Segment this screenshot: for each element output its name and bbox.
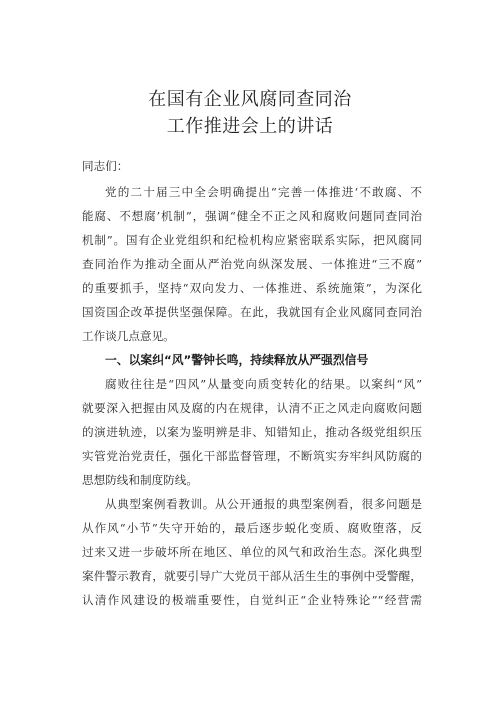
paragraph-line: 案件警示教育，就要引导广大党员干部从活生生的事例中受警醒，: [82, 569, 422, 583]
paragraph-line: 能腐、不想腐’机制”，强调“健全不正之风和腐败问题同查同治: [82, 209, 422, 223]
paragraph-line: 党的二十届三中全会明确提出“完善一体推进‘不敢腐、不: [105, 185, 422, 199]
paragraph-line: 腐败往往是“四风”从量变向质变转化的结果。以案纠“风”: [105, 377, 422, 391]
paragraph-line: 就要深入把握由风及腐的内在规律，认清不正之风走向腐败问题: [82, 401, 422, 415]
paragraph-line: 的演进轨迹，以案为鉴明辨是非、知错知止，推动各级党组织压: [82, 425, 422, 439]
salutation-text: 同志们：: [82, 159, 129, 173]
paragraph-line: 实管党治党责任，强化干部监督管理，不断筑实夯牢纠风防腐的: [82, 449, 422, 463]
document-title-line-2: 工作推进会上的讲话: [166, 116, 334, 137]
paragraph-line: 工作谈几点意见。: [82, 329, 175, 343]
paragraph-line: 思想防线和制度防线。: [82, 473, 198, 487]
section-heading: 一、以案纠“风”警钟长鸣，持续释放从严强烈信号: [105, 353, 369, 367]
paragraph-line: 查同治作为推动全面从严治党向纵深发展、一体推进“三不腐”: [82, 257, 422, 271]
paragraph-line: 过来又进一步破坏所在地区、单位的风气和政治生态。深化典型: [82, 545, 422, 559]
paragraph-line: 国资国企改革提供坚强保障。在此，我就国有企业风腐同查同治: [82, 305, 422, 319]
paragraph-line: 从作风“小节”失守开始的，最后逐步蜕化变质、腐败堕落，反: [82, 521, 422, 535]
paragraph-line: 机制”。国有企业党组织和纪检机构应紧密联系实际，把风腐同: [82, 233, 422, 247]
paragraph-line: 的重要抓手，坚持“双向发力、一体推进、系统施策”，为深化: [82, 281, 422, 295]
paragraph-line: 认清作风建设的极端重要性，自觉纠正“企业特殊论”“经营需: [82, 593, 422, 607]
paragraph-line: 从典型案例看教训。从公开通报的典型案例看，很多问题是: [105, 497, 422, 511]
document-title-line-1: 在国有企业风腐同查同治: [148, 89, 352, 110]
